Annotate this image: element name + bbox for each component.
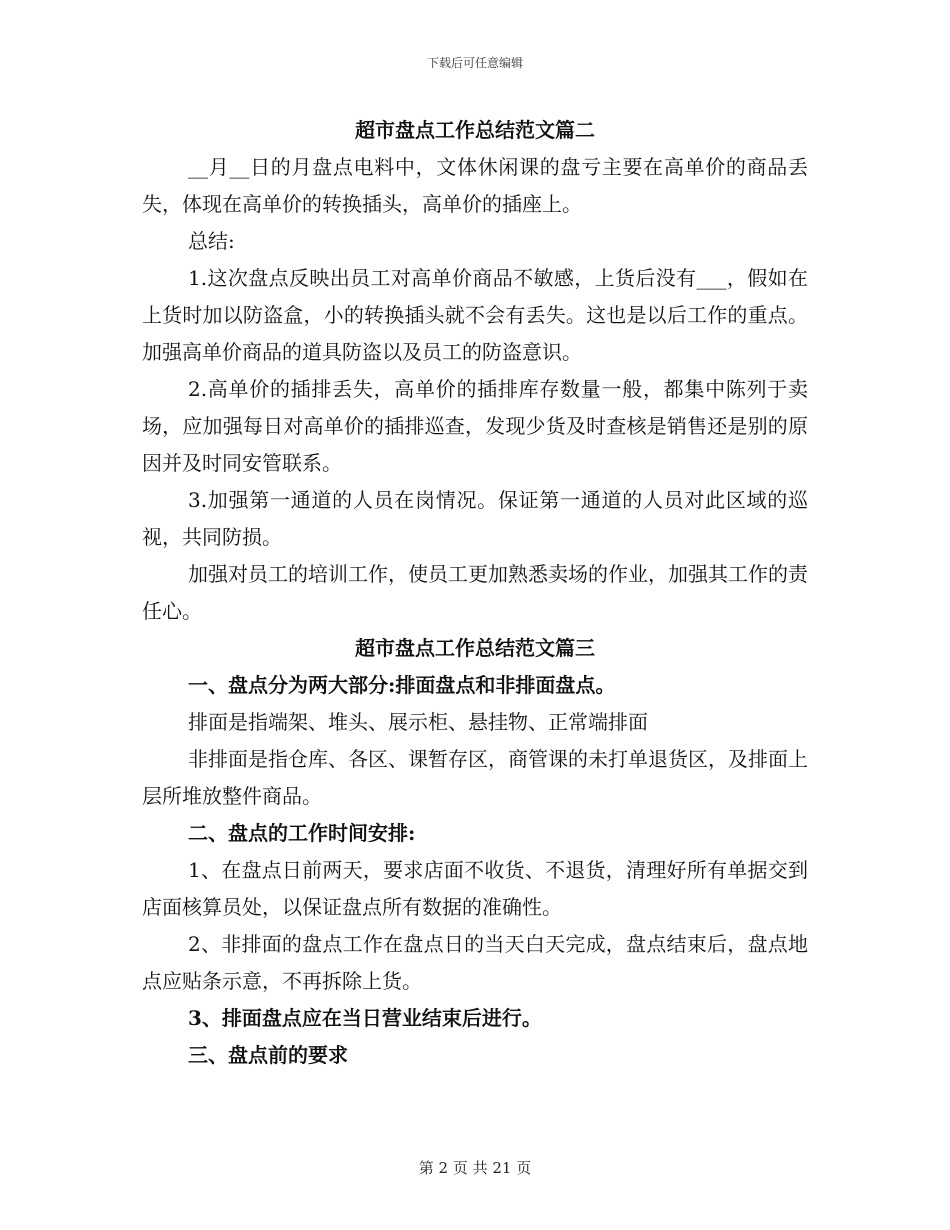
heading: 一、盘点分为两大部分:排面盘点和非排面盘点。 <box>188 673 616 697</box>
paragraph: 2、非排面的盘点工作在盘点日的当天白天完成，盘点结束后，盘点地点应贴条示意，不再拆除上货。 <box>142 932 808 993</box>
document-body <box>142 112 808 1074</box>
heading: 3、排面盘点应在当日营业结束后进行。 <box>188 1006 542 1030</box>
paragraph: 排面是指端架、堆头、展示柜、悬挂物、正常端排面 <box>188 710 648 734</box>
paragraph: 1、在盘点日前两天，要求店面不收货、不退货，清理好所有单据交到店面核算员处，以保证盘点所有数据的准确性。 <box>142 858 808 919</box>
paragraph: __月__日的月盘点电料中，文体休闲课的盘亏主要在高单价的商品丢失，体现在高单价的转换插头，高单价的插座上。 <box>142 155 808 216</box>
page-footer: 第 2 页 共 21 页 <box>418 1159 532 1177</box>
heading: 二、盘点的工作时间安排: <box>188 821 416 845</box>
paragraph: 非排面是指仓库、各区、课暂存区，商管课的未打单退货区，及排面上层所堆放整件商品。 <box>142 747 808 808</box>
paragraph: 1.这次盘点反映出员工对高单价商品不敏感，上货后没有___，假如在上货时加以防盗盒，小的转换插头就不会有丢失。这也是以后工作的重点。加强高单价商品的道具防盗以及员工的防盗意识。 <box>142 266 808 364</box>
heading: 三、盘点前的要求 <box>188 1043 348 1067</box>
header-note: 下载后可任意编辑 <box>426 56 523 70</box>
paragraph: 3.加强第一通道的人员在岗情况。保证第一通道的人员对此区域的巡视，共同防损。 <box>142 488 808 549</box>
section-title-2: 超市盘点工作总结范文篇二 <box>355 118 595 142</box>
paragraph: 2.高单价的插排丢失，高单价的插排库存数量一般，都集中陈列于卖场，应加强每日对高单价的插排巡查，发现少货及时查核是销售还是别的原因并及时同安管联系。 <box>142 377 808 475</box>
paragraph: 总结: <box>188 229 235 253</box>
section-title-3: 超市盘点工作总结范文篇三 <box>355 636 595 660</box>
paragraph: 加强对员工的培训工作，使员工更加熟悉卖场的作业，加强其工作的责任心。 <box>142 562 808 623</box>
